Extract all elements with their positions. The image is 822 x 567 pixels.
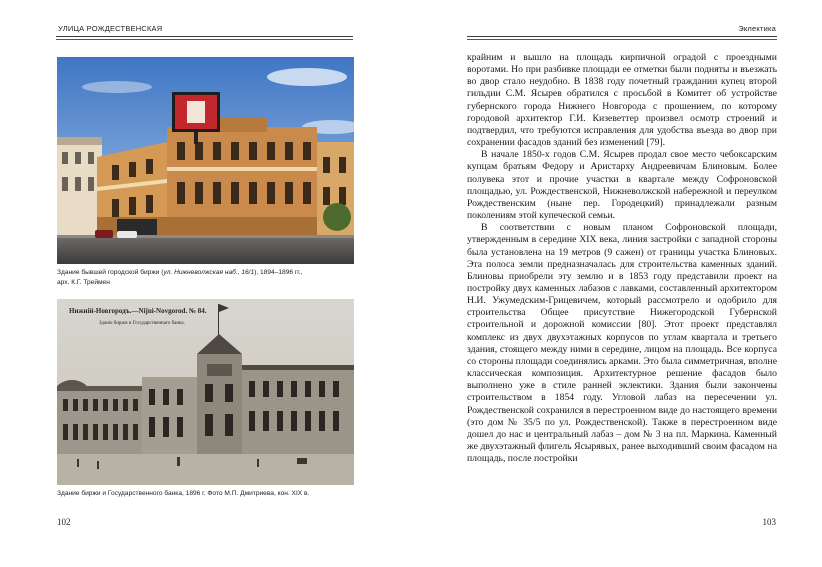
paragraph-2: В начале 1850-х годов С.М. Ясырев продал свое место чебоксарским купцам братьям Федору и Аристарху Андреевичам Блиновым. Более полувека этот и прочие участки в квартале между Софроновской площадью, ул. Рождественской, Нижневолжской набережной и переулком Рождественским (ныне пер. Городецкий) принадлежали разным поколениям этой купеческой семьи. bbox=[467, 149, 777, 222]
page-number-right: 103 bbox=[762, 517, 776, 527]
photo1-caption-pre: Здание бывшей городской биржи ( bbox=[57, 269, 164, 276]
postcard-header: Нижній-Новгородъ.—Nijni-Novgorod. № 84. bbox=[69, 307, 207, 315]
photo-exchange-postcard-sepia bbox=[57, 299, 354, 485]
header-rule-left-2 bbox=[56, 39, 353, 40]
paragraph-1: крайним и вышло на площадь кирпичной оградой с проездными воротами. Но при разбивке площади ее отметки были подняты и въезжать во двор стало неудобно. В 1838 году почетный гражданин купец второй гильдии С.М. Ясырев обратился с просьбой в Комитет об устройстве губернского города Нижнего Новгорода с прошением, по которому городовой архитектор Г.И. Кизеветтер произвел осмотр строений и подтвердил, что требуются исправления для удобства въезда во двор при сохранении фасадов зданий без изменений [79]. bbox=[467, 52, 777, 149]
photo-exchange-building-color bbox=[57, 57, 354, 264]
header-rule-right bbox=[467, 36, 777, 37]
photo1-caption-italic: ул. Нижневолжская наб., 16/1 bbox=[163, 269, 255, 276]
running-head-right: Эклектика bbox=[738, 24, 776, 33]
header-rule-right-2 bbox=[467, 39, 777, 40]
photo1-caption bbox=[57, 268, 357, 288]
header-rule-left bbox=[56, 36, 353, 37]
postcard-subheader: Зданіе биржи и Государственнаго банка. bbox=[99, 321, 185, 326]
right-page bbox=[411, 0, 822, 567]
running-head-left: УЛИЦА РОЖДЕСТВЕНСКАЯ bbox=[58, 24, 163, 33]
photo2-caption: Здание биржи и Государственного банка, 1896 г. Фото М.П. Дмитриева, кон. XIX в. bbox=[57, 490, 310, 497]
photo1-caption-post: ), 1894–1896 гг., bbox=[254, 269, 303, 276]
body-text bbox=[467, 52, 777, 465]
paragraph-3: В соответствии с новым планом Софроновской площади, утвержденным в середине XIX века, линия застройки с западной стороны была установлена на 19 метров (9 сажен) от границы участка Блиновых. Эта полоса земли предназначалась для строительства каменных зданий. Блиновы приобрели эту землю и в 1853 году представили проект на постройку двух каменных лабазов с лавками, составленный архитектором Н.И. Ужумедским-Грицевичем, который рассмотрело и одобрило для строительства Общее присутствие Нижегородской Губернской строительной и дорожной комиссии [80]. Этот проект представлял комплекс из двух двухэтажных корпусов по углам квартала и третьего здания, стоящего между ними в середине, лицом на площадь. Все корпуса со стороны площади соединялись арками. Это была симметричная, вполне классическая композиция. Архитектурное решение фасадов было выполнено уже в стиле ранней эклектики. Здания были закончены строительством в 1854 году. Угловой лабаз на пересечении ул. Рождественской сохранился в перестроенном виде до настоящего времени (это дом № 35/5 по ул. Рождественской). Также в перестроенном виде дошел до нас и центральный лабаз – дом № 3 на пл. Маркина. Каменный же двухэтажный флигель Ясырявых, ранее выходивший своим фасадом на площадь, после постройки bbox=[467, 222, 777, 465]
page-number-left: 102 bbox=[57, 517, 71, 527]
photo1-caption-line2: арх. К.Г. Треймен bbox=[57, 279, 110, 286]
